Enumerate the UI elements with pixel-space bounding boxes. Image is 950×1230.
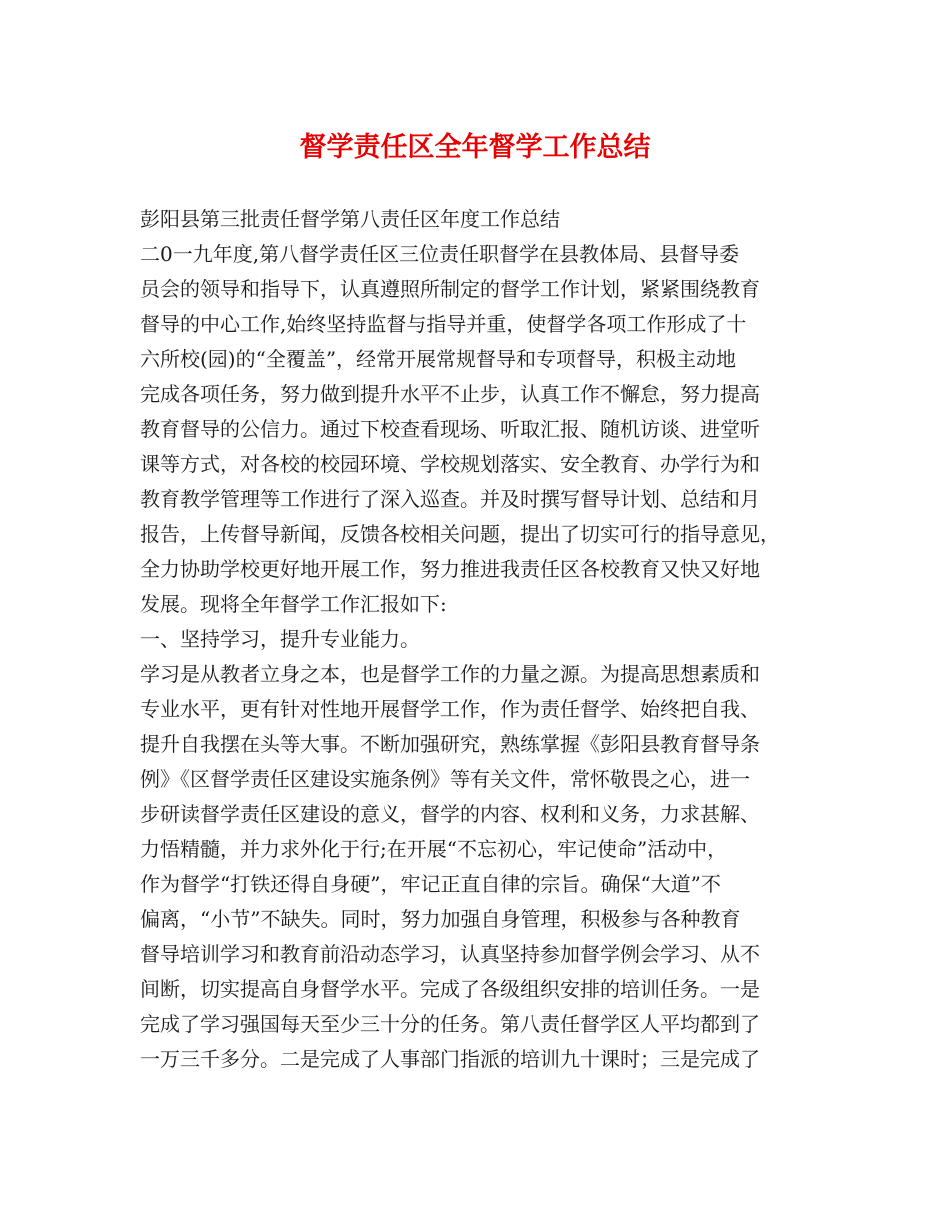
text-line: 教育督导的公信力。通过下校查看现场、听取汇报、随机访谈、进堂听 <box>140 417 760 441</box>
text-line: 二0一九年度,第八督学责任区三位责任职督学在县教体局、县督导委 <box>140 242 740 266</box>
text-line: 偏离，“小节”不缺失。同时，努力加强自身管理，积极参与各种教育 <box>140 907 741 931</box>
document-body <box>140 202 820 1077</box>
text-line: 发展。现将全年督学工作汇报如下: <box>140 592 447 616</box>
text-line: 例》《区督学责任区建设实施条例》等有关文件，常怀敬畏之心，进一 <box>140 767 750 791</box>
text-line: 学习是从教者立身之本，也是督学工作的力量之源。为提高思想素质和 <box>140 662 760 686</box>
text-line: 步研读督学责任区建设的意义，督学的内容、权利和义务，力求甚解、 <box>140 802 760 826</box>
text-line: 员会的领导和指导下，认真遵照所制定的督学工作计划，紧紧围绕教育 <box>140 277 760 301</box>
text-line: 一万三千多分。二是完成了人事部门指派的培训九十课时；三是完成了 <box>140 1047 760 1071</box>
text-line: 完成各项任务，努力做到提升水平不止步，认真工作不懈怠，努力提高 <box>140 382 760 406</box>
text-line: 课等方式，对各校的校园环境、学校规划落实、安全教育、办学行为和 <box>140 452 760 476</box>
text-line: 教育教学管理等工作进行了深入巡查。并及时撰写督导计划、总结和月 <box>140 487 760 511</box>
text-line: 专业水平，更有针对性地开展督学工作，作为责任督学、始终把自我、 <box>140 697 760 721</box>
text-line: 一、坚持学习，提升专业能力。 <box>140 627 420 651</box>
text-line: 间断，切实提高自身督学水平。完成了各级组织安排的培训任务。一是 <box>140 977 760 1001</box>
text-line: 六所校(园)的“全覆盖”，经常开展常规督导和专项督导，积极主动地 <box>140 347 737 371</box>
text-line: 完成了学习强国每天至少三十分的任务。第八责任督学区人平均都到了 <box>140 1012 760 1036</box>
text-line: 报告，上传督导新闻，反馈各校相关问题，提出了切实可行的指导意见， <box>140 522 780 546</box>
text-line: 彭阳县第三批责任督学第八责任区年度工作总结 <box>140 207 560 231</box>
document-title: 督学责任区全年督学工作总结 <box>299 132 651 163</box>
text-line: 全力协助学校更好地开展工作，努力推进我责任区各校教育又快又好地 <box>140 557 760 581</box>
text-line: 督导的中心工作,始终坚持监督与指导并重，使督学各项工作形成了十 <box>140 312 747 336</box>
text-line: 督导培训学习和教育前沿动态学习，认真坚持参加督学例会学习、从不 <box>140 942 760 966</box>
text-line: 力悟精髓，并力求外化于行;在开展“不忘初心，牢记使命”活动中， <box>140 837 728 861</box>
text-line: 提升自我摆在头等大事。不断加强研究，熟练掌握《彭阳县教育督导条 <box>140 732 760 756</box>
text-line: 作为督学“打铁还得自身硬”，牢记正直自律的宗旨。确保“大道”不 <box>140 872 721 896</box>
